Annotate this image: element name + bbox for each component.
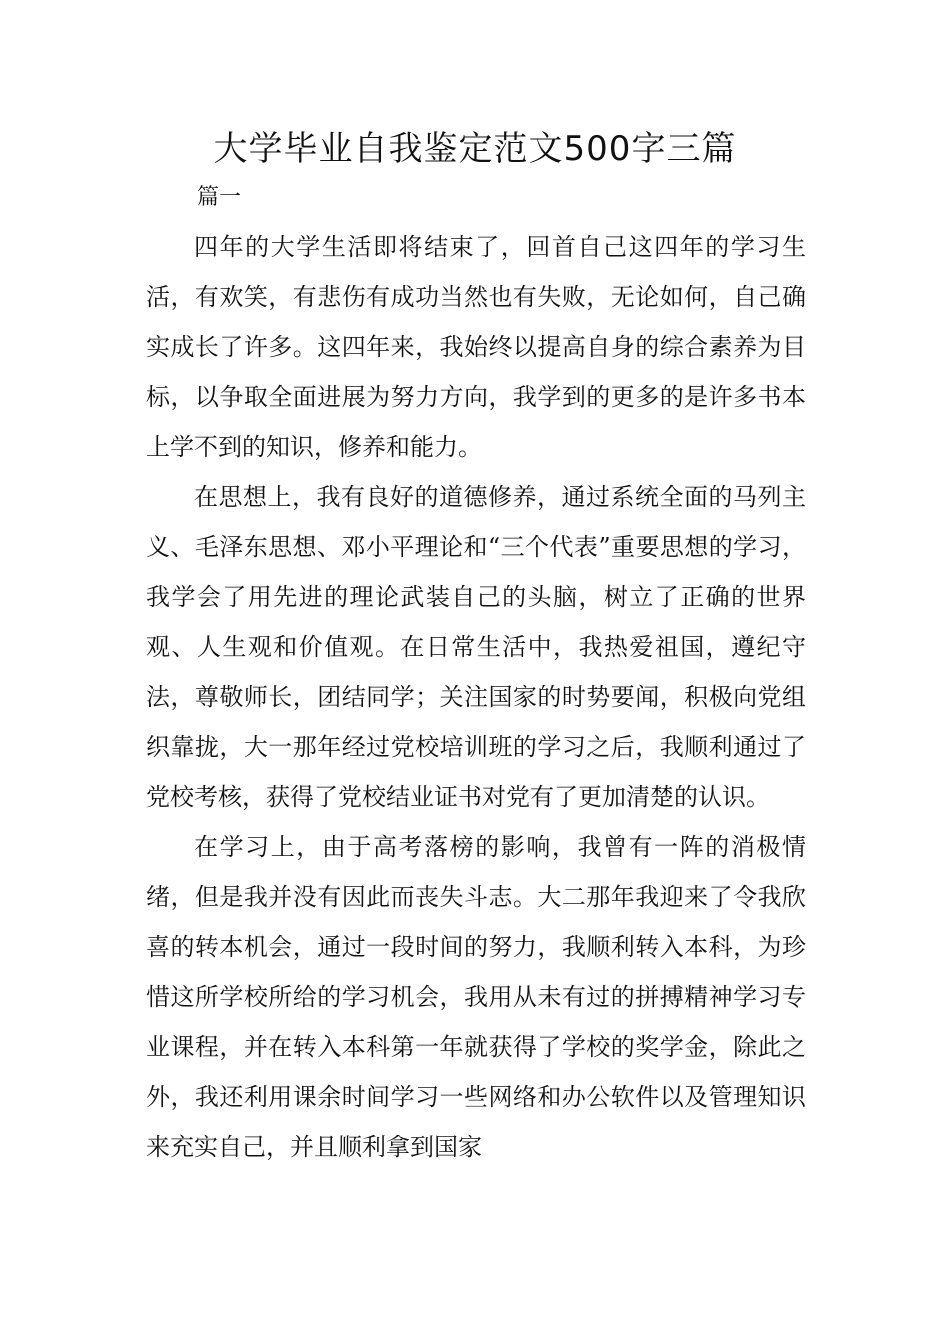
paragraph-2: 在思想上，我有良好的道德修养，通过系统全面的马列主义、毛泽东思想、邓小平理论和“三个代表”重要思想的学习，我学会了用先进的理论武装自己的头脑，树立了正确的世界观、人生观和价值观。在日常生活中，我热爱祖国，遵纪守法，尊敬师长，团结同学；关注国家的时势要闻，积极向党组织靠拢，大一那年经过党校培训班的学习之后，我顺利通过了党校考核，获得了党校结业证书对党有了更加清楚的认识。 — [146, 483, 806, 811]
document-title: 大学毕业自我鉴定范文500字三篇 — [213, 129, 737, 169]
section-label: 篇一 — [197, 185, 242, 210]
document-body — [146, 222, 806, 1172]
paragraph-1: 四年的大学生活即将结束了，回首自己这四年的学习生活，有欢笑，有悲伤有成功当然也有失败，无论如何，自己确实成长了许多。这四年来，我始终以提高自身的综合素养为目标，以争取全面进展为努力方向，我学到的更多的是许多书本上学不到的知识，修养和能力。 — [146, 233, 806, 461]
paragraph-3: 在学习上，由于高考落榜的影响，我曾有一阵的消极情绪，但是我并没有因此而丧失斗志。大二那年我迎来了令我欣喜的转本机会，通过一段时间的努力，我顺利转入本科，为珍惜这所学校所给的学习机会，我用从未有过的拼搏精神学习专业课程，并在转入本科第一年就获得了学校的奖学金，除此之外，我还利用课余时间学习一些网络和办公软件以及管理知识来充实自己，并且顺利拿到国家 — [146, 833, 806, 1161]
